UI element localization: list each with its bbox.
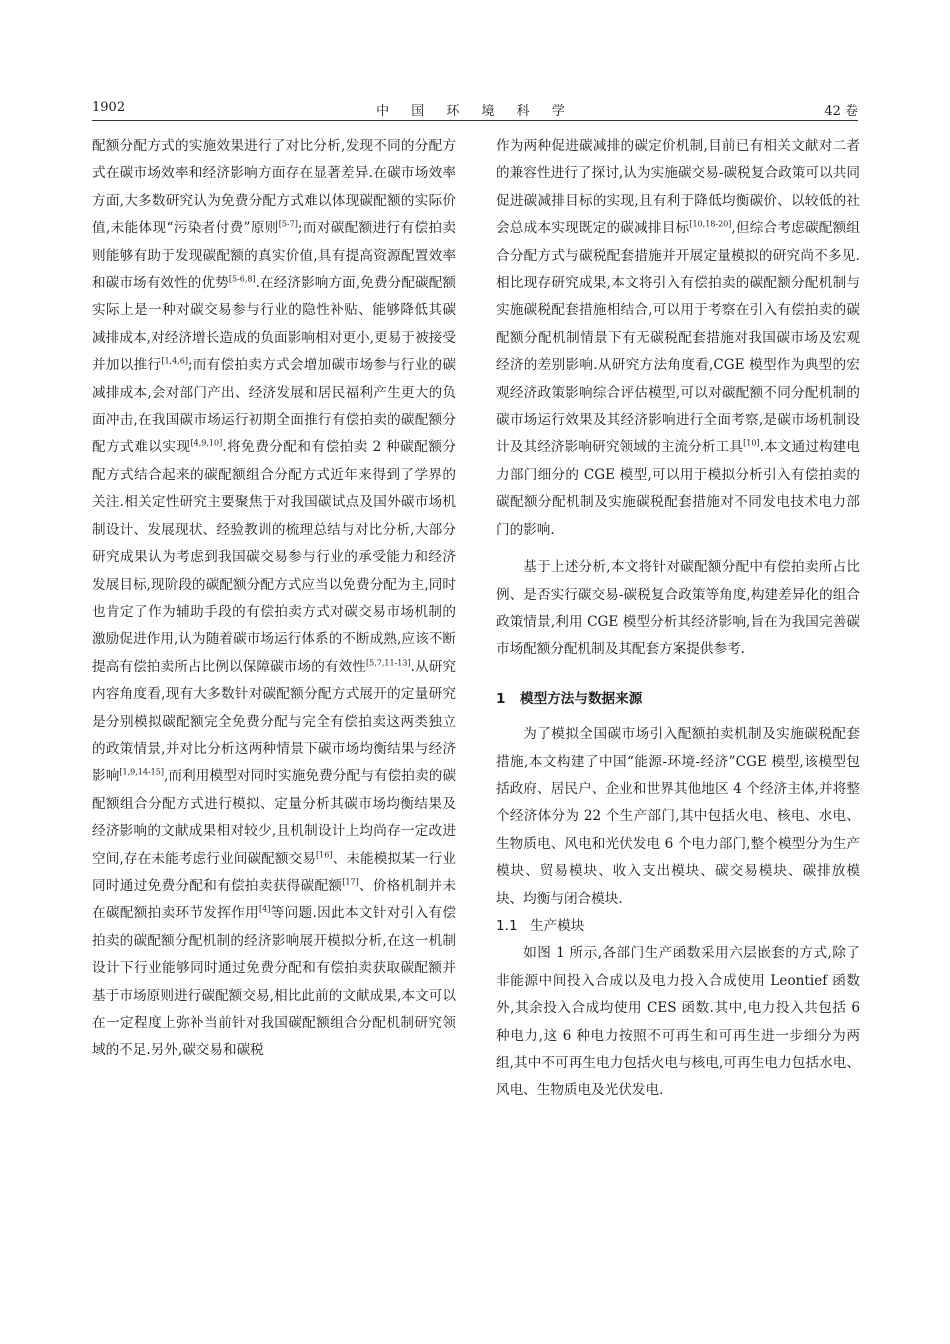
citation: [16] [316,850,333,860]
paragraph: 基于上述分析,本文将针对碳配额分配中有偿拍卖所占比例、是否实行碳交易-碳税复合政策等角度,构建差异化的组合政策情景,利用 CGE 模型分析其经济影响,旨在为我国完善碳市场配额分配机制及其配套方案提供参考. [496,559,860,658]
paragraph: 作为两种促进碳减排的碳定价机制,目前已有相关文献对二者的兼容性进行了探讨,认为实施碳交易-碳税复合政策可以共同促进碳减排目标的实现,且有利于降低均衡碳价、以较低的社会总成本实现既定的碳减排目标[10,18-20],但综合考虑碳配额组合分配方式与碳税配套措施并开展定量模拟的研究尚不多见.相比现存研究成果,本文将引入有偿拍卖的碳配额分配机制与实施碳税配套措施相结合,可以用于考察在引入有偿拍卖的碳配额分配机制情景下有无碳税配套措施对我国碳市场及宏观经济的差别影响.从研究方法角度看,CGE 模型作为典型的宏观经济政策影响综合评估模型,可以对碳配额不同分配机制的碳市场运行效果及其经济影响进行全面考察,是碳市场机制设计及其经济影响研究领域的主流分析工具[10].本文通过构建电力部门细分的 CGE 模型,可以用于模拟分析引入有偿拍卖的碳配额分配机制及实施碳税配套措施对不同发电技术电力部门的影响. [496,138,861,538]
running-header [92,98,858,121]
citation: [5-6,8] [228,274,256,284]
page-number: 1902 [92,100,126,115]
right-column [496,133,860,1105]
volume-label: 42 卷 [824,104,858,119]
citation: [1,9,14-15] [119,767,164,777]
citation: [17] [342,877,359,887]
journal-title: 中 国 环 境 科 学 [376,104,574,119]
citation: [10,18-20] [689,219,732,229]
citation: [4] [259,904,271,914]
paragraph: 为了模拟全国碳市场引入配额拍卖机制及实施碳税配套措施,本文构建了中国“能源-环境-经济”CGE 模型,该模型包括政府、居民户、企业和世界其他地区 4 个经济主体,并将整个经济体分为 22 个生产部门,其中包括火电、核电、水电、生物质电、风电和光伏发电 6 个电力部门,整个模型分为生产模块、贸易模块、收入支出模块、碳交易模块、碳排放模块、均衡与闭合模块. [496,726,860,907]
citation: [10] [743,438,760,448]
paragraph: 如图 1 所示,各部门生产函数采用六层嵌套的方式,除了非能源中间投入合成以及电力投入合成使用 Leontief 函数外,其余投入合成均使用 CES 函数.其中,电力投入共包括 6 种电力,这 6 种电力按照不可再生和可再生进一步细分为两组,其中不可再生电力包括火电与核电,可再生电力包括水电、风电、生物质电及光伏发电. [496,945,860,1099]
section-heading: 1 模型方法与数据来源 [496,690,643,707]
citation: [5-7] [278,219,298,229]
paragraph: 配额分配方式的实施效果进行了对比分析,发现不同的分配方式在碳市场效率和经济影响方面存在显著差异.在碳市场效率方面,大多数研究认为免费分配方式难以体现碳配额的实际价值,未能体现“污染者付费”原则[5-7];而对碳配额进行有偿拍卖则能够有助于发现碳配额的真实价值,具有提高资源配置效率和碳市场有效性的优势[5-6,8].在经济影响方面,免费分配碳配额实际上是一种对碳交易参与行业的隐性补贴、能够降低其碳减排成本,对经济增长造成的负面影响相对更小,更易于被接受并加以推行[1,4,6];而有偿拍卖方式会增加碳市场参与行业的碳减排成本,会对部门产出、经济发展和居民福利产生更大的负面冲击,在我国碳市场运行初期全面推行有偿拍卖的碳配额分配方式难以实现[4,9,10].将免费分配和有偿拍卖 2 种碳配额分配方式结合起来的碳配额组合分配方式近年来得到了学界的关注.相关定性研究主要聚焦于对我国碳试点及国外碳市场机制设计、发展现状、经验教训的梳理总结与对比分析,大部分研究成果认为考虑到我国碳交易参与行业的承受能力和经济发展目标,现阶段的碳配额分配方式应当以免费分配为主,同时也肯定了作为辅助手段的有偿拍卖方式对碳交易市场机制的激励促进作用,认为随着碳市场运行体系的不断成熟,应该不断提高有偿拍卖所占比例以保障碳市场的有效性[5,7,11-13].从研究内容角度看,现有大多数针对碳配额分配方式展开的定量研究是分别模拟碳配额完全免费分配与完全有偿拍卖这两类独立的政策情景,并对比分析这两种情景下碳市场均衡结果与经济影响[1,9,14-15],而利用模型对同时实施免费分配与有偿拍卖的碳配额组合分配方式进行模拟、定量分析其碳市场均衡结果及经济影响的文献成果相对较少,且机制设计上均尚存一定改进空间,存在未能考虑行业间碳配额交易[16]、未能模拟某一行业同时通过免费分配和有偿拍卖获得碳配额[17]、价格机制并未在碳配额拍卖环节发挥作用[4]等问题.因此本文针对引入有偿拍卖的碳配额分配机制的经济影响展开模拟分析,在这一机制设计下行业能够同时通过免费分配和有偿拍卖获取碳配额并基于市场原则进行碳配额交易,相比此前的文献成果,本文可以在一定程度上弥补当前针对我国碳配额组合分配机制研究领域的不足.另外,碳交易和碳税 [92,138,457,1059]
left-column [92,133,456,1065]
citation: [4,9,10] [190,438,223,448]
citation: [1,4,6] [161,356,188,366]
subsection-heading: 1.1 生产模块 [496,917,585,934]
citation: [5,7,11-13] [366,658,411,668]
